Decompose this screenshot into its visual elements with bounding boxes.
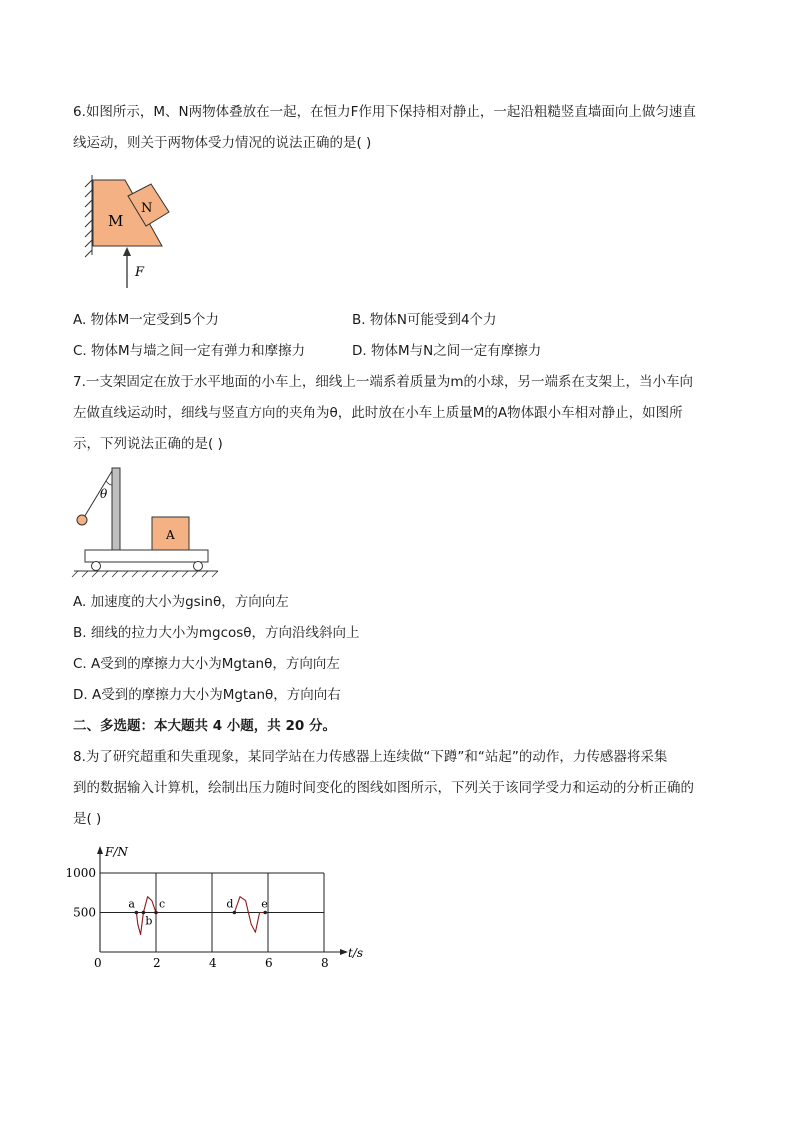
x-axis-arrow [340,949,348,955]
q8-stem-line3: 是( ) [73,811,102,827]
label-N: N [141,201,153,216]
point-label-a: a [128,897,135,911]
wheel-left [92,562,101,571]
point-e [263,911,267,915]
q6-figure [80,170,190,290]
wheel-right [194,562,203,571]
y-tick-label: 500 [73,905,96,920]
q7-stem-line2: 左做直线运动时，细线与竖直方向的夹角为θ，此时放在小车上质量M的A物体跟小车相对静止，如图所 [73,405,683,421]
q6-stem-line1: 6.如图所示，M、N两物体叠放在一起，在恒力F作用下保持相对静止，一起沿粗糙竖直墙面向上做匀速直 [73,104,696,120]
ball [77,515,87,525]
string [83,471,112,519]
q8-stem-line1: 8.为了研究超重和失重现象，某同学站在力传感器上连续做“下蹲”和“站起”的动作，力传感器将采集 [73,749,668,765]
force-arrowhead [123,247,131,256]
q7-stem-line3: 示，下列说法正确的是( ) [73,436,223,452]
q8-stem-line2: 到的数据输入计算机，绘制出压力随时间变化的图线如图所示，下列关于该同学受力和运动的分析正确的 [73,780,694,796]
chart-axes [65,845,363,970]
x-axis-title: t/s [348,946,364,960]
wall-hatch [85,175,92,257]
q7-figure [72,465,222,580]
q6-option-a: A. 物体M一定受到5个力 [73,312,219,328]
point-d [233,911,237,915]
y-axis-arrow [97,846,103,854]
label-theta: θ [100,487,108,501]
q7-option-b: B. 细线的拉力大小为mgcosθ，方向沿线斜向上 [73,625,360,641]
q6-option-d: D. 物体M与N之间一定有摩擦力 [352,343,542,359]
q6-option-b: B. 物体N可能受到4个力 [352,312,497,328]
x-tick-label: 6 [265,956,273,970]
q7-stem-line1: 7.一支架固定在放于水平地面的小车上，细线上一端系着质量为m的小球，另一端系在支架上，当小车向 [73,374,694,390]
label-F: F [135,265,145,280]
section-heading: 二、多选题：本大题共 4 小题，共 20 分。 [73,718,336,734]
point-a [135,911,139,915]
point-c [154,911,158,915]
x-tick-label: 8 [321,956,329,970]
theta-arc [106,481,112,485]
label-A: A [166,528,175,542]
point-label-b: b [145,914,153,928]
cart [85,550,208,562]
support-pole [112,468,120,550]
point-label-d: d [226,897,234,911]
y-axis-title: F/N [105,845,128,859]
point-label-e: e [261,897,268,911]
q7-option-a: A. 加速度的大小为gsinθ，方向向左 [73,594,289,610]
x-tick-label: 0 [94,956,102,970]
x-tick-label: 4 [209,956,217,970]
label-M: M [108,212,124,230]
ground-hatch [72,571,218,577]
x-tick-label: 2 [153,956,161,970]
point-label-c: c [159,897,166,911]
q6-stem-line2: 线运动，则关于两物体受力情况的说法正确的是( ) [73,135,372,151]
q6-option-c: C. 物体M与墙之间一定有弹力和摩擦力 [73,343,306,359]
q7-option-c: C. A受到的摩擦力大小为Mgtanθ，方向向左 [73,656,340,672]
chart-grid [100,873,324,952]
y-tick-label: 1000 [65,866,96,880]
q7-option-d: D. A受到的摩擦力大小为Mgtanθ，方向向右 [73,687,341,703]
q8-chart [65,840,370,975]
